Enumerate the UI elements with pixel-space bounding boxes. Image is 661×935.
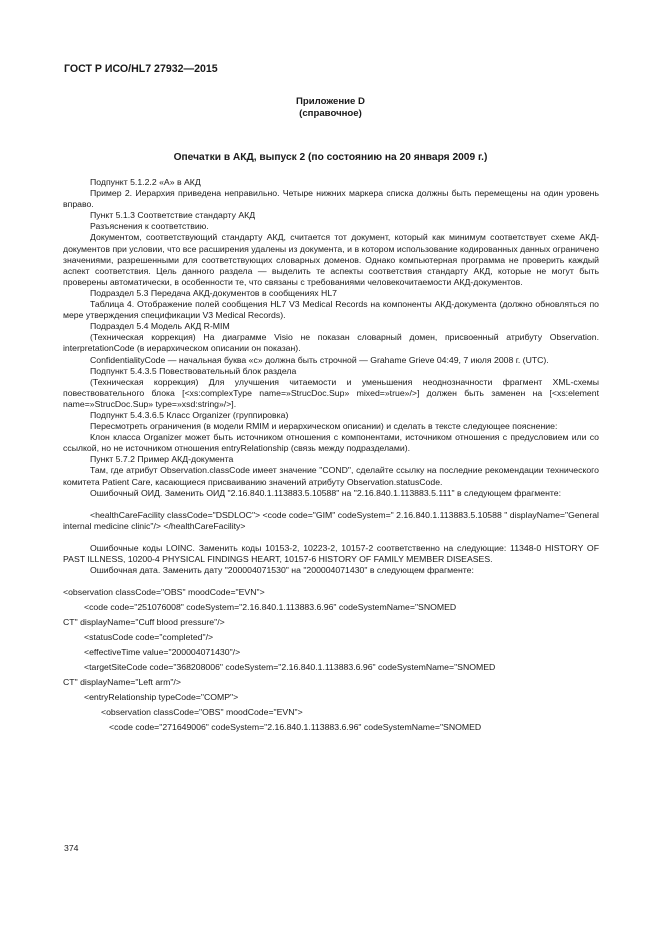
paragraph: Ошибочная дата. Заменить дату "200004071530" на "200004071430" в следующем фрагменте: bbox=[90, 565, 474, 576]
paragraph: Клон класса Organizer может быть источником отношения с компонентами, источником отношения с предусловием или со ссылкой, но не источником отношения entryRelationship (связь между подразделами). bbox=[63, 432, 599, 454]
code-line: <targetSiteCode code="368208006" codeSystem="2.16.840.1.113883.6.96" codeSystemName="SNOMED bbox=[84, 662, 496, 673]
code-line: <entryRelationship typeCode="COMP"> bbox=[84, 692, 239, 703]
code-line: <effectiveTime value="200004071430"/> bbox=[84, 647, 241, 658]
paragraph: <healthCareFacility classCode="DSDLOC"> <code code="GIM" codeSystem=" 2.16.840.1.113883.5.10588 " displayName="General internal medicine clinic"/> </healthCareFacility> bbox=[63, 509, 599, 531]
code-line: CT" displayName="Cuff blood pressure"/> bbox=[63, 617, 225, 628]
annex-subtitle: (справочное) bbox=[299, 108, 362, 119]
paragraph-list bbox=[63, 177, 599, 587]
paragraph: Там, где атрибут Observation.classCode имеет значение "COND", сделайте ссылку на последние рекомендации технического комитета Patient Care, касающиеся присваиванию значений атрибуту Observation.statusCode. bbox=[63, 465, 599, 487]
paragraph: Таблица 4. Отображение полей сообщения HL7 V3 Medical Records на компоненты АКД-документа (должно обновляться по мере утверждения спецификации V3 Medical Records). bbox=[63, 299, 599, 321]
paragraph: Ошибочные коды LOINC. Заменить коды 10153-2, 10223-2, 10157-2 соответственно на следующие: 11348-0 HISTORY OF PAST ILLNESS, 10200-4 PHYSICAL FINDINGS HEART, 10157-6 HISTORY OF FAMILY MEMBER DISEASES. bbox=[63, 543, 599, 565]
code-line: CT" displayName="Left arm"/> bbox=[63, 677, 181, 688]
annex-title: Приложение D bbox=[296, 96, 365, 107]
paragraph: Документом, соответствующий стандарту АКД, считается тот документ, который как минимум соответствует схеме АКД-документов при условии, что все расширения удалены из документа, и в котором использование кодированных данных ограничено значениями, разрешенными для соответствующих словарных доменов. Однако компьютерная программа не проверить каждый аспект соответствия. Цель данного раздела — выделить те аспекты соответствия стандарту АКД, которые не могут быть проверены автоматически, в особенности те, что связаны с требованиями человекочитаемости АКД-документов. bbox=[63, 232, 599, 287]
paragraph: Подпункт 5.4.3.6.5 Класс Organizer (группировка) bbox=[90, 409, 289, 420]
paragraph: Ошибочный ОИД. Заменить ОИД "2.16.840.1.113883.5.10588" на "2.16.840.1.113883.5.111" в следующем фрагменте: bbox=[90, 487, 562, 498]
paragraph: Подпункт 5.4.3.5 Повествовательный блок раздела bbox=[90, 365, 297, 376]
paragraph: Пункт 5.7.2 Пример АКД-документа bbox=[90, 454, 234, 465]
blank-line bbox=[63, 532, 599, 543]
paragraph: Пункт 5.1.3 Соответствие стандарту АКД bbox=[90, 210, 256, 221]
code-fragment bbox=[63, 587, 599, 733]
paragraph: (Техническая коррекция) На диаграмме Visio не показан словарный домен, присвоенный атрибуту Observation. interpretationCode (в иерархическом описании он показан). bbox=[63, 332, 599, 354]
code-line: <code code="251076008" codeSystem="2.16.840.1.113883.6.96" codeSystemName="SNOMED bbox=[84, 602, 457, 613]
document-body bbox=[63, 177, 599, 737]
code-line: <code code="271649006" codeSystem="2.16.840.1.113883.6.96" codeSystemName="SNOMED bbox=[109, 722, 482, 733]
blank-line bbox=[63, 499, 599, 510]
code-line: <observation classCode="OBS" moodCode="EVN"> bbox=[63, 587, 265, 598]
code-line: <statusCode code="completed"/> bbox=[84, 632, 214, 643]
paragraph: ConfidentialityCode — начальная буква «с» должна быть строчной — Grahame Grieve 04:49, 7 июля 2008 г. (UTC). bbox=[90, 354, 549, 365]
paragraph: (Техническая коррекция) Для улучшения читаемости и уменьшения неоднозначности фрагмент XML-схемы повествовательного блока [<xs:complexType name=»StrucDoc.Sup» mixed=»true»/>] должен быть заменен на [<xs:element name=»StrucDoc.Sup» type=»xsd:string»/>]. bbox=[63, 376, 599, 409]
paragraph: Подпункт 5.1.2.2 «А» в АКД bbox=[90, 177, 201, 187]
blank-line bbox=[63, 576, 599, 587]
code-line: <observation classCode="OBS" moodCode="EVN"> bbox=[101, 707, 303, 718]
page-number: 374 bbox=[64, 843, 79, 853]
document-header: ГОСТ Р ИСО/HL7 27932—2015 bbox=[64, 63, 218, 75]
paragraph: Пересмотреть ограничения (в модели RMIM и иерархическом описании) и сделать в тексте следующее пояснение: bbox=[90, 421, 558, 432]
errata-title: Опечатки в АКД, выпуск 2 (по состоянию на 20 января 2009 г.) bbox=[173, 152, 488, 163]
paragraph: Разъяснения к соответствию. bbox=[90, 221, 209, 232]
paragraph: Пример 2. Иерархия приведена неправильно. Четыре нижних маркера списка должны быть перемещены на один уровень вправо. bbox=[63, 188, 599, 210]
paragraph: Подраздел 5.4 Модель АКД R-MIM bbox=[90, 321, 230, 332]
paragraph: Подраздел 5.3 Передача АКД-документов в сообщениях HL7 bbox=[90, 287, 337, 298]
